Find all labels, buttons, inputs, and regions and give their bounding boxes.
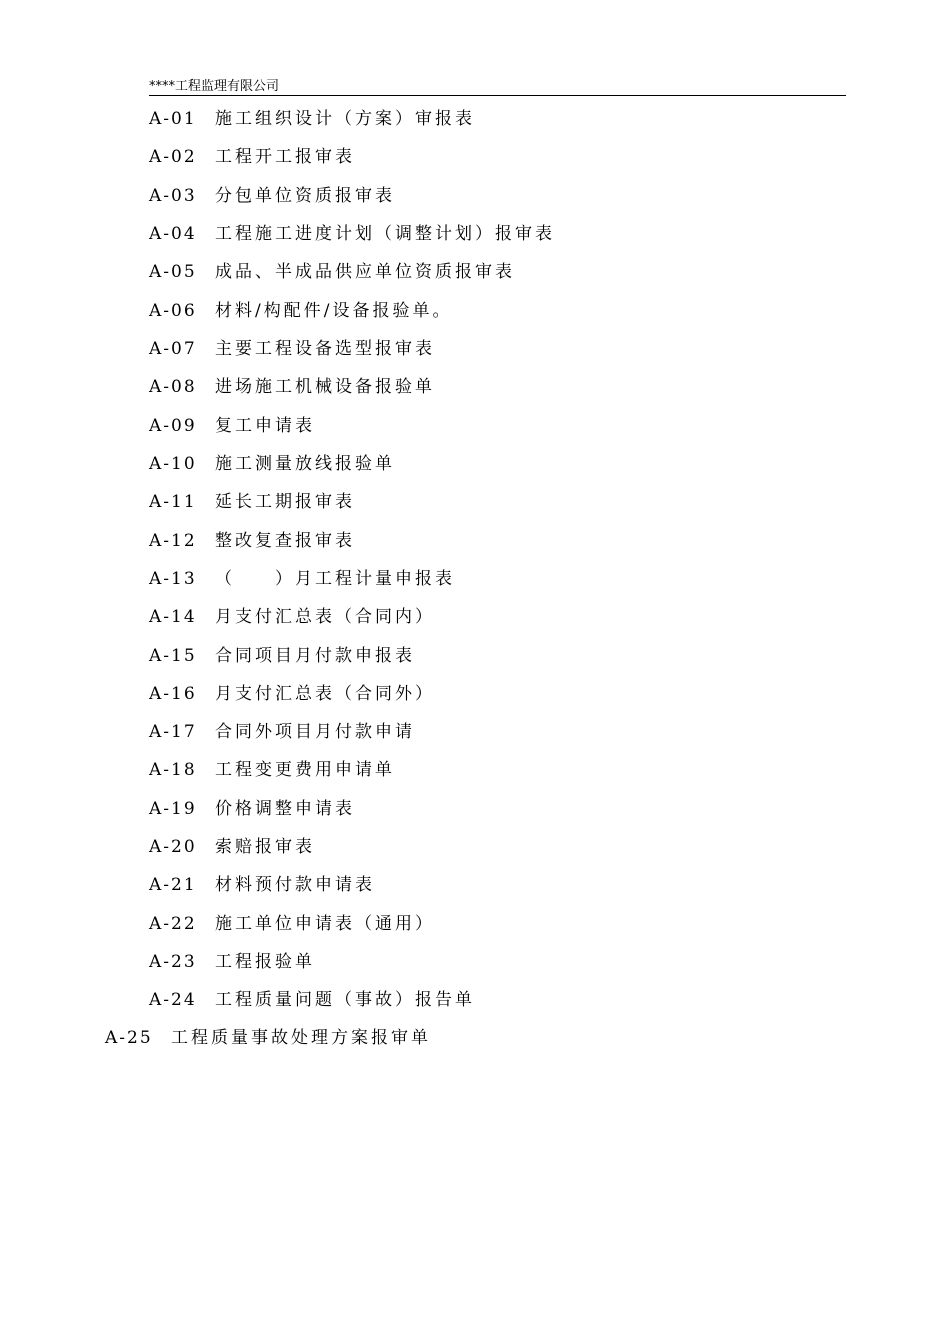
form-title: 工程报验单 <box>215 952 315 972</box>
list-item <box>149 453 395 475</box>
list-item <box>149 951 315 973</box>
form-title: 材料/构配件/设备报验单。 <box>215 301 453 321</box>
list-item <box>149 108 475 130</box>
form-title: 合同项目月付款申报表 <box>215 646 415 666</box>
form-code: A-10 <box>149 454 197 474</box>
form-code: A-17 <box>149 722 197 742</box>
form-code: A-25 <box>105 1028 153 1048</box>
form-title: 施工测量放线报验单 <box>215 454 395 474</box>
list-item <box>105 1027 431 1049</box>
form-title: 进场施工机械设备报验单 <box>215 377 435 397</box>
form-code: A-01 <box>149 109 197 129</box>
form-code: A-23 <box>149 952 197 972</box>
form-code: A-03 <box>149 186 197 206</box>
list-item <box>149 338 435 360</box>
form-code: A-13 <box>149 569 197 589</box>
list-item <box>149 300 452 322</box>
form-code: A-20 <box>149 837 197 857</box>
list-item <box>149 415 315 437</box>
list-item <box>149 645 415 667</box>
form-code: A-11 <box>149 492 197 512</box>
form-code: A-16 <box>149 684 197 704</box>
list-item <box>149 721 415 743</box>
form-title: 整改复查报审表 <box>215 531 355 551</box>
form-title: 价格调整申请表 <box>215 799 355 819</box>
form-title: 索赔报审表 <box>215 837 315 857</box>
form-code: A-14 <box>149 607 197 627</box>
list-item <box>149 185 395 207</box>
list-item <box>149 759 395 781</box>
form-title: 施工单位申请表（通用） <box>215 914 435 934</box>
list-item <box>149 376 435 398</box>
list-item <box>149 913 435 935</box>
list-item <box>149 491 355 513</box>
list-item <box>149 683 435 705</box>
form-title: 工程施工进度计划（调整计划）报审表 <box>215 224 555 244</box>
form-title: 成品、半成品供应单位资质报审表 <box>215 262 515 282</box>
form-title: 工程质量问题（事故）报告单 <box>215 990 475 1010</box>
list-item <box>149 223 555 245</box>
form-code: A-06 <box>149 301 197 321</box>
list-item <box>149 146 355 168</box>
list-item <box>149 606 435 628</box>
list-item <box>149 530 355 552</box>
form-code: A-21 <box>149 875 197 895</box>
form-title: 工程开工报审表 <box>215 147 355 167</box>
form-code: A-18 <box>149 760 197 780</box>
form-code: A-05 <box>149 262 197 282</box>
form-title: 分包单位资质报审表 <box>215 186 395 206</box>
form-code: A-24 <box>149 990 197 1010</box>
form-title: 合同外项目月付款申请 <box>215 722 415 742</box>
form-code: A-15 <box>149 646 197 666</box>
list-item <box>149 989 475 1011</box>
form-title: 月支付汇总表（合同外） <box>215 684 435 704</box>
form-title: 主要工程设备选型报审表 <box>215 339 435 359</box>
form-title: 延长工期报审表 <box>215 492 355 512</box>
form-code: A-22 <box>149 914 197 934</box>
form-code: A-19 <box>149 799 197 819</box>
form-title: 月支付汇总表（合同内） <box>215 607 435 627</box>
list-item <box>149 836 315 858</box>
form-code: A-04 <box>149 224 197 244</box>
form-code: A-07 <box>149 339 197 359</box>
form-title: 工程变更费用申请单 <box>215 760 395 780</box>
form-code: A-12 <box>149 531 197 551</box>
form-code: A-02 <box>149 147 197 167</box>
form-title: 工程质量事故处理方案报审单 <box>171 1028 431 1048</box>
list-item <box>149 568 455 590</box>
company-name: ****工程监理有限公司 <box>149 79 280 94</box>
form-title: 材料预付款申请表 <box>215 875 375 895</box>
form-code: A-08 <box>149 377 197 397</box>
list-item <box>149 798 355 820</box>
form-title: 复工申请表 <box>215 416 315 436</box>
form-title: （ ）月工程计量申报表 <box>215 569 455 589</box>
list-item <box>149 261 515 283</box>
form-code: A-09 <box>149 416 197 436</box>
form-title: 施工组织设计（方案）审报表 <box>215 109 475 129</box>
list-item <box>149 874 375 896</box>
